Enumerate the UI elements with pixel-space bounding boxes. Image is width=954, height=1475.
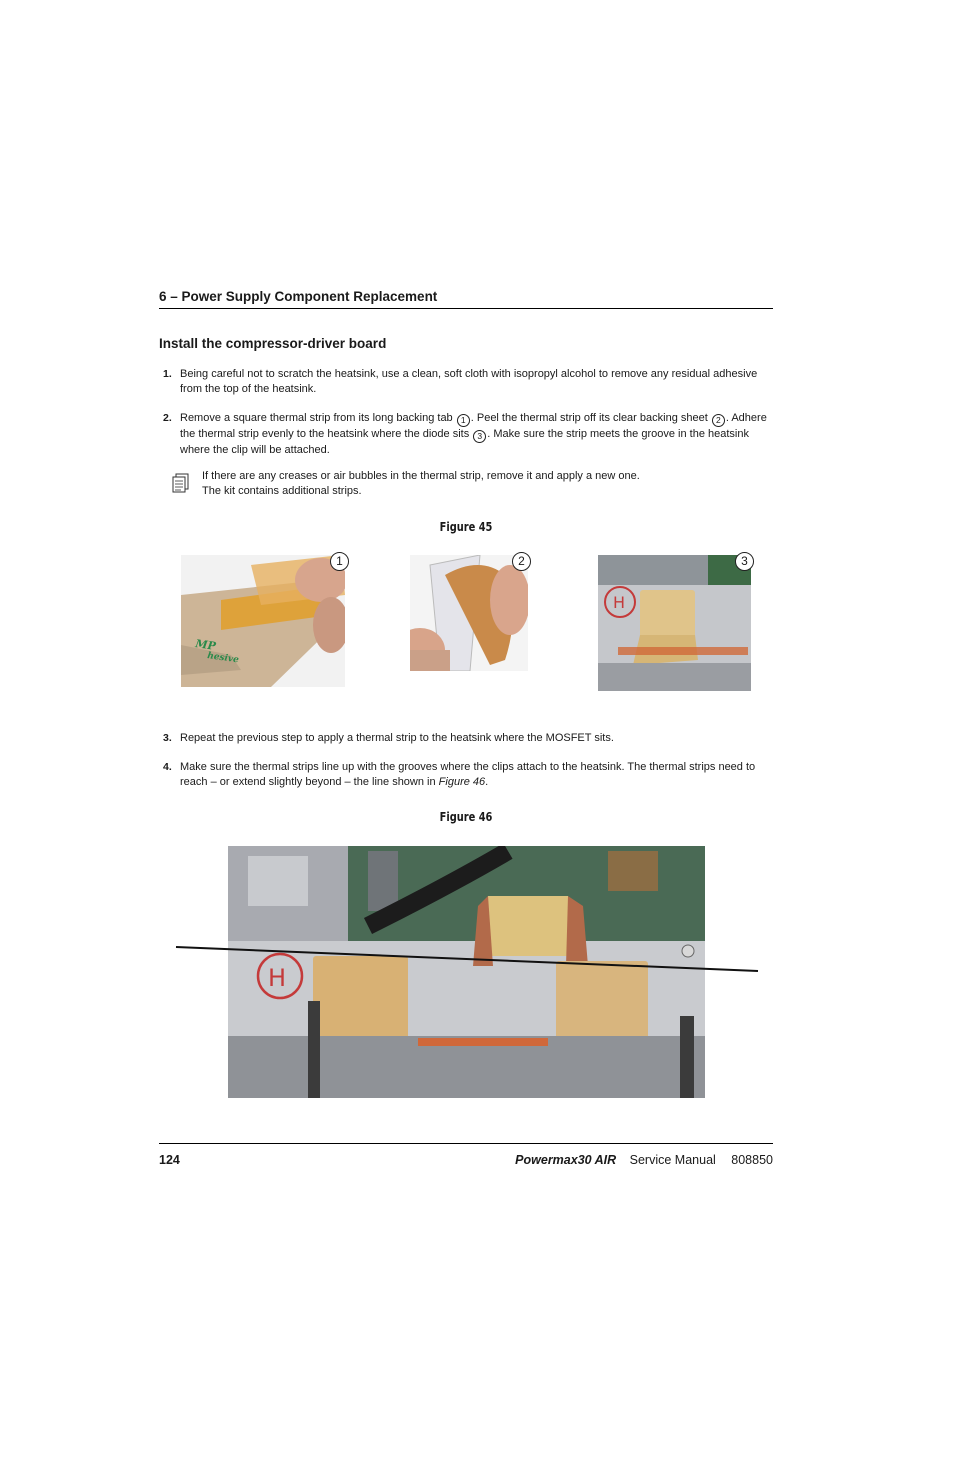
callout-ref-2: 2 (712, 414, 725, 427)
page-number: 124 (159, 1153, 180, 1167)
figure-45-callout-2: 2 (512, 552, 531, 571)
document-number: 808850 (731, 1153, 773, 1167)
figure-45-caption: Figure 45 (439, 520, 493, 534)
callout-ref-1: 1 (457, 414, 470, 427)
step-text-part: Make sure the thermal strips line up with the grooves where the clips attach to the heatsink. The thermal strips need to reach – or extend slightly beyond – the line shown in (180, 761, 756, 788)
footer-rule (159, 1143, 773, 1144)
callout-ref-3: 3 (473, 430, 486, 443)
step-text: Repeat the previous step to apply a thermal strip to the heatsink where the MOSFET sits. (180, 732, 614, 744)
step-text-part: . Adhere the thermal strip evenly to the heatsink where the diode sits (180, 412, 767, 440)
step-number: 3. (163, 732, 172, 744)
step-text-part: Remove a square thermal strip from its long backing tab (180, 412, 453, 424)
figure-46-reference[interactable]: Figure 46 (438, 776, 486, 788)
photo-label-brand: MP (194, 637, 217, 653)
chapter-header: 6 – Power Supply Component Replacement (159, 289, 438, 304)
footer-doc-info (515, 1153, 773, 1167)
manual-type: Service Manual (629, 1153, 716, 1167)
step-text-part: . Peel the thermal strip off its clear backing sheet (470, 412, 708, 424)
step-number: 2. (163, 412, 172, 424)
photo-label-word: hesive (206, 651, 240, 666)
step-text-part: . (485, 776, 489, 788)
figure-45-callout-1: 1 (330, 552, 349, 571)
svg-text:H: H (268, 964, 287, 992)
note-line: If there are any creases or air bubbles in the thermal strip, remove it and apply a new one. (202, 470, 640, 482)
product-name: Powermax30 AIR (515, 1153, 617, 1167)
note-line: The kit contains additional strips. (202, 485, 362, 497)
step-number: 4. (163, 761, 172, 773)
svg-text:H: H (613, 593, 626, 612)
figure-45-callout-3: 3 (735, 552, 754, 571)
step-text-part: . Make sure the strip meets the groove in the heatsink where the clip will be attached. (180, 428, 749, 456)
section-title: Install the compressor-driver board (159, 336, 387, 351)
figure-46-caption: Figure 46 (439, 810, 493, 824)
step-number: 1. (163, 368, 172, 380)
step-text: Being careful not to scratch the heatsink, use a clean, soft cloth with isopropyl alcohol to remove any residual adhesive from the top of the heatsink. (180, 368, 758, 395)
